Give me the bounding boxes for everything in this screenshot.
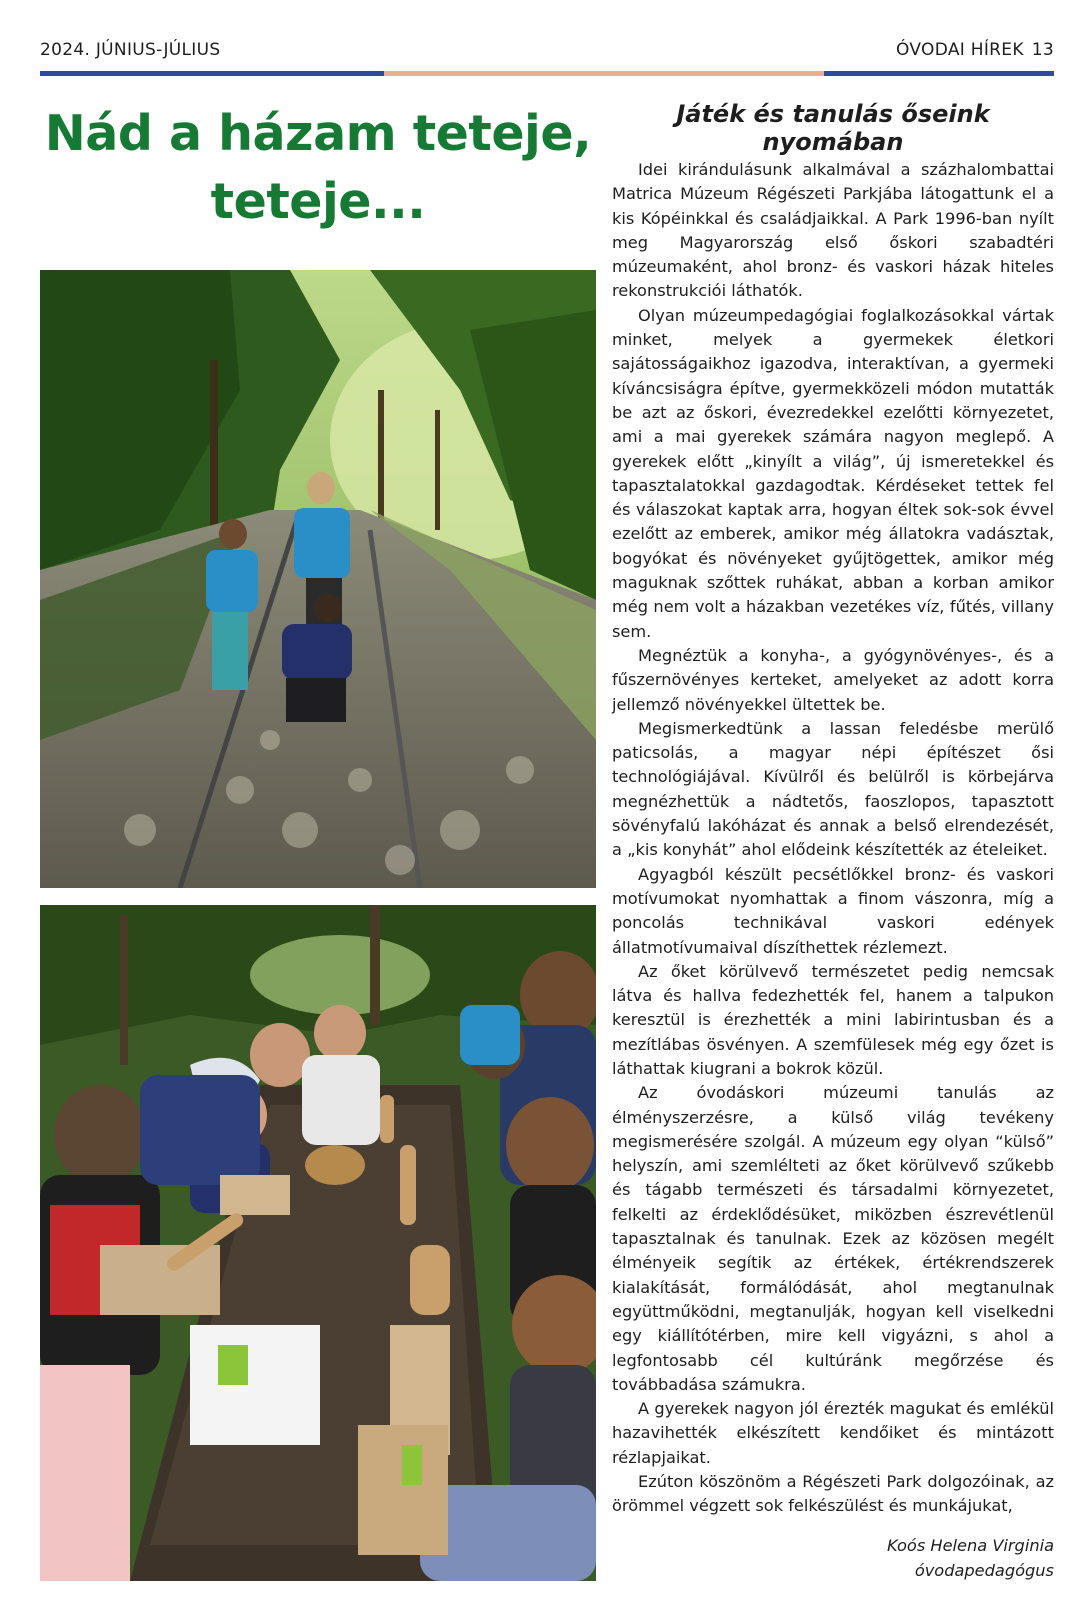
section-and-page — [896, 40, 1054, 60]
photo-children-on-track-image — [40, 270, 596, 888]
header-rule-blue-right — [824, 71, 1054, 76]
section-name: ÓVODAI HÍREK — [896, 40, 1024, 60]
article-paragraph: Olyan múzeumpedagógiai foglalkozásokkal vártak minket, melyek a gyermekek életkori sajátosságaikhoz igazodva, interaktívan, a gyermeki kíváncsiságra építve, gyermekközeli módon mutatták be azt az őskori, évezredekkel ezelőtti környezetet, ami a mai gyerekek számára nagyon meglepő. A gyerekek előtt „kinyílt a világ”, új ismeretekkel és tapasztalatokkal gazdagodtak. Kérdéseket tettek fel és válaszokat kaptak arra, hogyan éltek sok-sok évvel ezelőtt az emberek, amikor még állatokra vadásztak, bogyókat és növényeket gyűjtögettek, amikor még maguknak szőttek ruhákat, abban a korban amikor még nem volt a házakban vezetékes víz, fűtés, villany sem. — [612, 305, 1054, 641]
header-rule-blue-left — [40, 71, 384, 76]
article-title — [40, 100, 596, 236]
article-paragraph: Ezúton köszönöm a Régészeti Park dolgozóinak, az örömmel végzett sok felkészülést és munkájukat, — [612, 1472, 1054, 1516]
article-body — [612, 158, 1054, 1519]
article-title-line1: Nád a házam teteje, — [44, 105, 592, 162]
photo-children-on-track — [40, 270, 596, 888]
photo-crafting-table — [40, 905, 596, 1581]
issue-date: 2024. JÚNIUS-JÚLIUS — [40, 40, 221, 60]
header-rule-orange — [384, 71, 824, 76]
article-title-line2: teteje... — [210, 173, 426, 230]
article-paragraph: Megnéztük a konyha-, a gyógynövényes-, és a fűszernövényes kerteket, amelyeket az adott korra jellemző növényekkel ültettek be. — [612, 645, 1054, 714]
photo-crafting-table-image — [40, 905, 596, 1581]
article-paragraph: Agyagból készült pecsétlőkkel bronz- és vaskori motívumokat nyomhattak a finom vászonra, míg a poncolás technikával vaskori edények állatmotívumaival díszíthettek rézlemezt. — [612, 864, 1054, 957]
article-paragraph: Az őket körülvevő természetet pedig nemcsak látva és hallva fedezhették fel, hanem a talpukon keresztül is érezhették a mini labirintusban és a mezítlábas ösvényen. A szemfülesek még egy őzet is láthattak kiugrani a bokrok közül. — [612, 961, 1054, 1078]
page-number: 13 — [1031, 40, 1054, 60]
article-paragraph: Megismerkedtünk a lassan feledésbe merülő paticsolás, a magyar népi építészet ősi technológiájával. Kívülről és belülről is körbejárva megnézhettük a nádtetős, faoszlopos, tapasztott sövényfalú lakóházat és annak a belső elrendezését, a „kis konyhát” ahol elődeink készítették az ételeiket. — [612, 718, 1054, 860]
article-paragraph: A gyerekek nagyon jól érezték magukat és emlékül hazavihették elkészített kendőiket és mintázott rézlapjaikat. — [612, 1399, 1054, 1467]
author-role: óvodapedagógus — [914, 1561, 1054, 1580]
author-signature — [612, 1533, 1054, 1583]
article-paragraph: Idei kirándulásunk alkalmával a százhalombattai Matrica Múzeum Régészeti Parkjába látogattunk el a kis Kópéinkkal és családjaikkal. A Park 1996-ban nyílt meg Magyarország első őskori szabadtéri múzeumaként, ahol bronz- és vaskori házak hiteles rekonstrukciói láthatók. — [612, 160, 1054, 301]
page-header — [40, 40, 1054, 64]
article-subtitle: Játék és tanulás őseink nyomában — [676, 100, 990, 156]
author-name: Koós Helena Virginia — [886, 1536, 1054, 1555]
article-paragraph: Az óvodáskori múzeumi tanulás az élményszerzésre, a külső világ tevékeny megismerésére szolgál. A múzeum egy olyan “külső” helyszín, ami szemlélteti az őket körülvevő szűkebb és tágabb természeti és társadalmi környezetet, felkelti az érdeklődésüket, miközben észrevétlenül tapasztalnak és tanulnak. Ezek az közösen megélt élményeik segítik az értékek, értékrendszerek kialakítását, formálódását, ahol megtanulnak együttműködni, megtanulják, hogyan kell viselkedni egy kiállítótérben, mire kell vigyázni, s ahol a legfontosabb cél kultúránk megőrzése és továbbadása számukra. — [612, 1083, 1054, 1394]
